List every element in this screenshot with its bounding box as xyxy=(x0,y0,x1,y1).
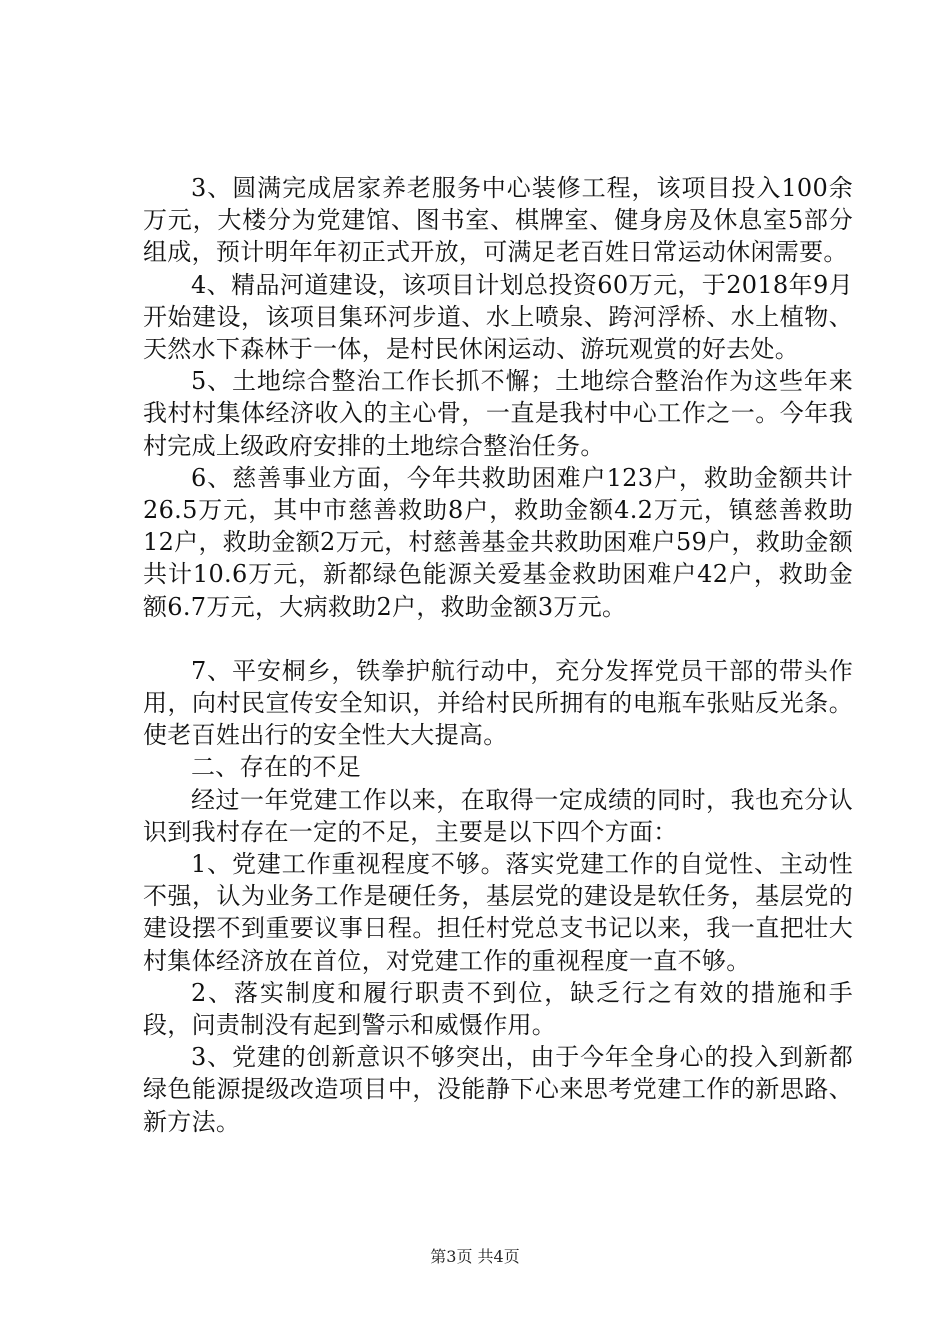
paragraph-item-5: 5、土地综合整治工作长抓不懈；土地综合整治作为这些年来我村村集体经济收入的主心骨，一直是我村中心工作之一。今年我村完成上级政府安排的土地综合整治任务。 xyxy=(143,367,853,460)
paragraph-shortcomings-intro: 经过一年党建工作以来，在取得一定成绩的同时，我也充分认识到我村存在一定的不足，主要是以下四个方面： xyxy=(143,785,853,846)
paragraph-item-6: 6、慈善事业方面，今年共救助困难户123户，救助金额共计26.5万元，其中市慈善救助8户，救助金额4.2万元，镇慈善救助12户，救助金额2万元，村慈善基金共救助困难户59户，救助金额共计10.6万元，新都绿色能源关爱基金救助困难户42户，救助金额6.7万元，大病救助2户，救助金额3万元。 xyxy=(143,463,853,621)
paragraph-shortcoming-3: 3、党建的创新意识不够突出，由于今年全身心的投入到新都绿色能源提级改造项目中，没能静下心来思考党建工作的新思路、新方法。 xyxy=(143,1043,853,1136)
paragraph-item-3: 3、圆满完成居家养老服务中心装修工程，该项目投入100余万元，大楼分为党建馆、图书室、棋牌室、健身房及休息室5部分组成，预计明年年初正式开放，可满足老百姓日常运动休闲需要。 xyxy=(143,174,853,267)
paragraph-item-4: 4、精品河道建设，该项目计划总投资60万元，于2018年9月开始建设，该项目集环河步道、水上喷泉、跨河浮桥、水上植物、天然水下森林于一体，是村民休闲运动、游玩观赏的好去处。 xyxy=(143,270,853,364)
paragraph-shortcoming-2: 2、落实制度和履行职责不到位，缺乏行之有效的措施和手段，问责制没有起到警示和威慑作用。 xyxy=(143,978,853,1040)
paragraph-item-7: 7、平安桐乡，铁拳护航行动中，充分发挥党员干部的带头作用，向村民宣传安全知识，并给村民所拥有的电瓶车张贴反光条。使老百姓出行的安全性大大提高。 xyxy=(143,656,853,750)
paragraph-shortcoming-1: 1、党建工作重视程度不够。落实党建工作的自觉性、主动性不强，认为业务工作是硬任务，基层党的建设是软任务，基层党的建设摆不到重要议事日程。担任村党总支书记以来，我一直把壮大村集体经济放在首位，对党建工作的重视程度一直不够。 xyxy=(143,850,853,975)
section-heading-shortcomings: 二、存在的不足 xyxy=(191,753,362,782)
document-body xyxy=(143,172,853,1138)
page-number-footer: 第3页 共4页 xyxy=(430,1247,520,1266)
